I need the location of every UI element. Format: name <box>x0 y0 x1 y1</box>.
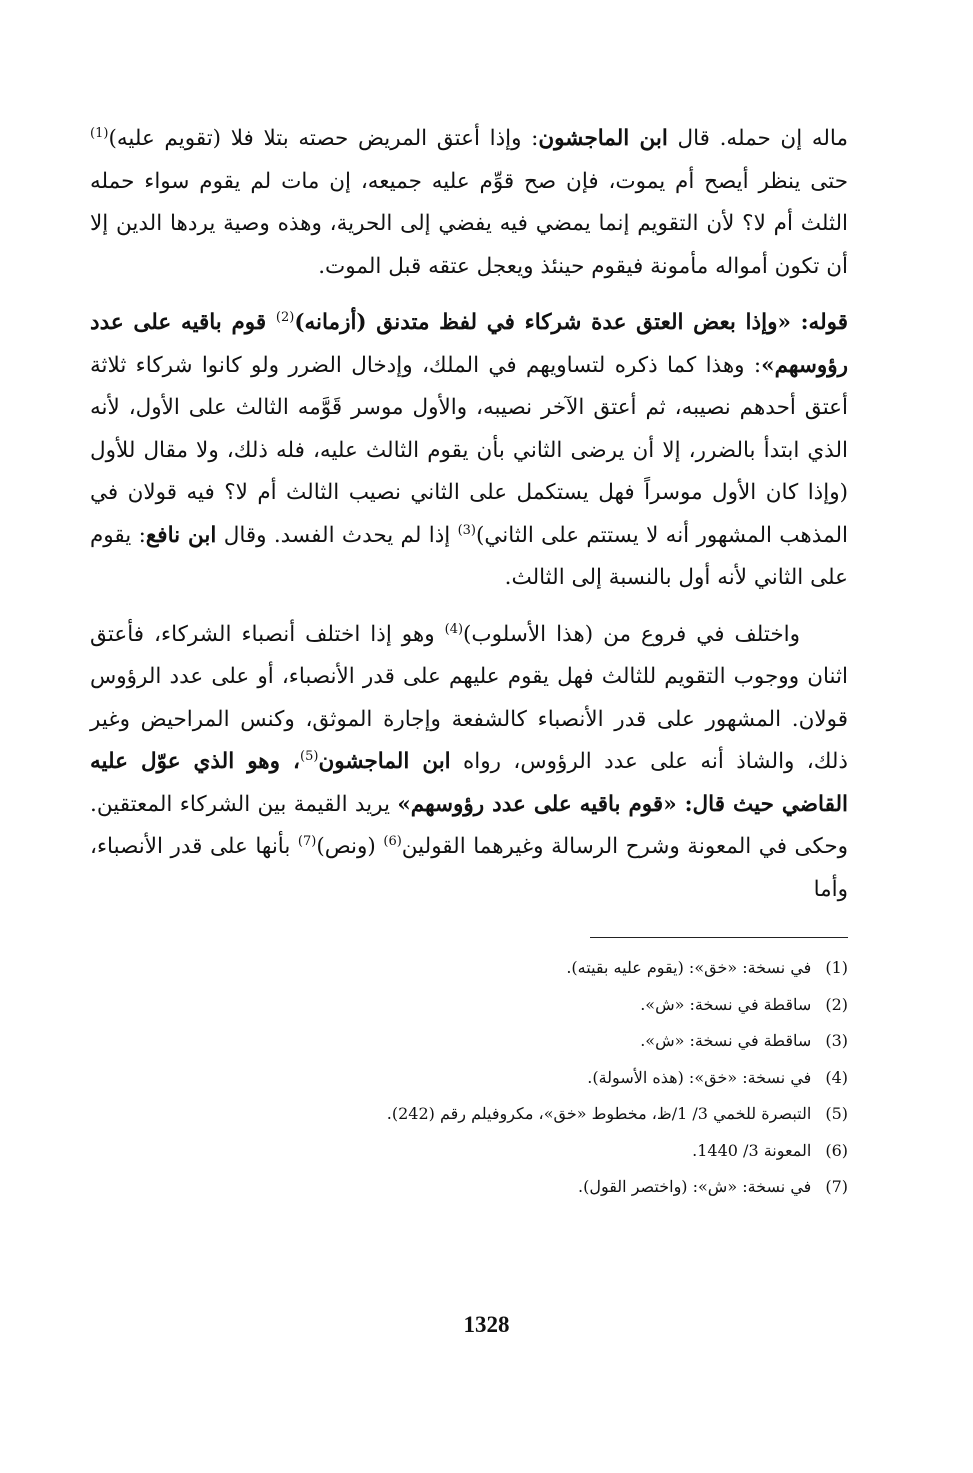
footnote-ref: (5) <box>300 748 319 764</box>
page-number: 1328 <box>463 1312 510 1337</box>
footnote-item <box>90 1169 848 1206</box>
footnote-number: (4) <box>825 1067 848 1087</box>
text-run: واختلف في فروع من (هذا الأسلوب) <box>463 621 800 647</box>
footnote-item <box>90 1133 848 1170</box>
text-run: إذا لم يحدث الفسد. وقال <box>216 522 458 548</box>
footnote-text: في نسخة: «خق»: (هذه الأسولة). <box>587 1067 812 1087</box>
paragraph-1 <box>90 118 848 288</box>
main-text <box>90 118 848 911</box>
author-name-bold: ابن نافع <box>145 522 217 548</box>
text-run: (ونص) <box>316 834 384 859</box>
text-run: يريد القيمة بين الشركاء المعتقين. وحكى في المعونة وشرح الرسالة وغيرهما القولين <box>90 791 848 859</box>
footnote-separator <box>590 937 848 938</box>
footnote-ref: (7) <box>297 833 317 849</box>
footnote-text: في نسخة: «خق»: (يقوم عليه بقيته). <box>566 958 812 977</box>
footnote-item <box>90 1060 848 1097</box>
text-run: حتى ينظر أيصح أم يموت، فإن صح قوِّم عليه جميعه، إن مات لم يقوم سواء حمله الثلث أم لا؟ لأن التقويم إنما يمضي فيه يفضي إلى الحرية، وهذه وصية يردها الدين إلا أن تكون أمواله مأمونة فيقوم حينئذ ويعجل عتقه قبل الموت. <box>90 168 848 279</box>
footnote-number: (2) <box>825 994 848 1014</box>
footnotes <box>90 950 848 1206</box>
footnote-number: (1) <box>825 958 848 977</box>
quoted-text-bold: قوم باقيه على عدد رؤوسهم» <box>90 310 848 378</box>
footnote-number: (6) <box>825 1140 848 1160</box>
text-run: وهو إذا اختلف أنصباء الشركاء، فأعتق اثنان ووجوب التقويم للثالث فهل يقوم عليهم على قدر الأنصباء، أو على عدد الرؤوس قولان. المشهور على قدر الأنصباء كالشفعة وإجارة الموثق، وكنس المراحيض وغير ذلك، والشاذ أنه على عدد الرؤوس، رواه <box>90 621 848 774</box>
footnote-ref: (2) <box>275 309 295 325</box>
footnote-text: في نسخة: «ش»: (واختصر القول). <box>577 1177 812 1196</box>
footnote-number: (3) <box>825 1031 848 1050</box>
paragraph-3 <box>90 614 848 912</box>
text-run: بأنها على قدر الأنصباء، وأما <box>90 834 848 902</box>
paragraph-2 <box>90 302 848 600</box>
quote-lead-bold: قوله: <box>790 310 849 335</box>
text-run: : وإذا أعتق المريض حصته بتلا فلا (تقويم عليه) <box>108 126 539 151</box>
footnote-number: (5) <box>825 1104 848 1123</box>
text-run: : وهذا كما ذكره لتساويهم في الملك، وإدخال الضرر ولو كانوا شركاء ثلاثة أعتق أحدهم نصيبه، ثم أعتق الآخر نصيبه، والأول موسر قَوَّمه الثالث على الأول، لأنه الذي ابتدأ بالضرر، إلا أن يرضى الثاني بأن يقوم الثالث عليه، فله ذلك، ولا مقال للأول (وإذا كان الأول موسراً فهل يستكمل على الثاني نصيب الثالث أم لا؟ فيه قولان في المذهب المشهور أنه لا يستتم على الثاني) <box>90 352 848 548</box>
footnote-item <box>90 1023 848 1060</box>
text-run: : يقوم على الثاني لأنه أول بالنسبة إلى الثالث. <box>90 522 848 590</box>
author-name-bold: ابن الماجشون <box>538 126 668 151</box>
footnote-number: (7) <box>825 1177 848 1196</box>
quoted-text-bold: ، وهو الذي عوّل عليه القاضي حيث قال: «قوم باقيه على عدد رؤوسهم» <box>90 749 849 817</box>
footnote-text: التبصرة للخمي 3/ 1/ظ، مخطوط «خق»، مكروفيلم رقم (242). <box>386 1104 812 1123</box>
footnote-ref: (3) <box>457 522 476 538</box>
footnote-item <box>90 987 848 1024</box>
footnote-text: المعونة 3/ 1440. <box>692 1140 812 1160</box>
quoted-text-bold: «وإذا بعض العتق عدة شركاء في لفظ متدنق (أزمانه) <box>294 310 791 335</box>
author-name-bold: ابن الماجشون <box>318 749 451 774</box>
footnote-ref: (4) <box>444 621 464 637</box>
footnote-ref: (1) <box>90 125 109 141</box>
text-run: ماله إن حمله. قال <box>667 126 848 151</box>
footnote-item <box>90 1096 848 1133</box>
footnote-item <box>90 950 848 987</box>
footnote-ref: (6) <box>383 833 402 849</box>
footnote-text: ساقطة في نسخة: «ش». <box>640 994 812 1014</box>
footnote-text: ساقطة في نسخة: «ش». <box>640 1031 812 1050</box>
